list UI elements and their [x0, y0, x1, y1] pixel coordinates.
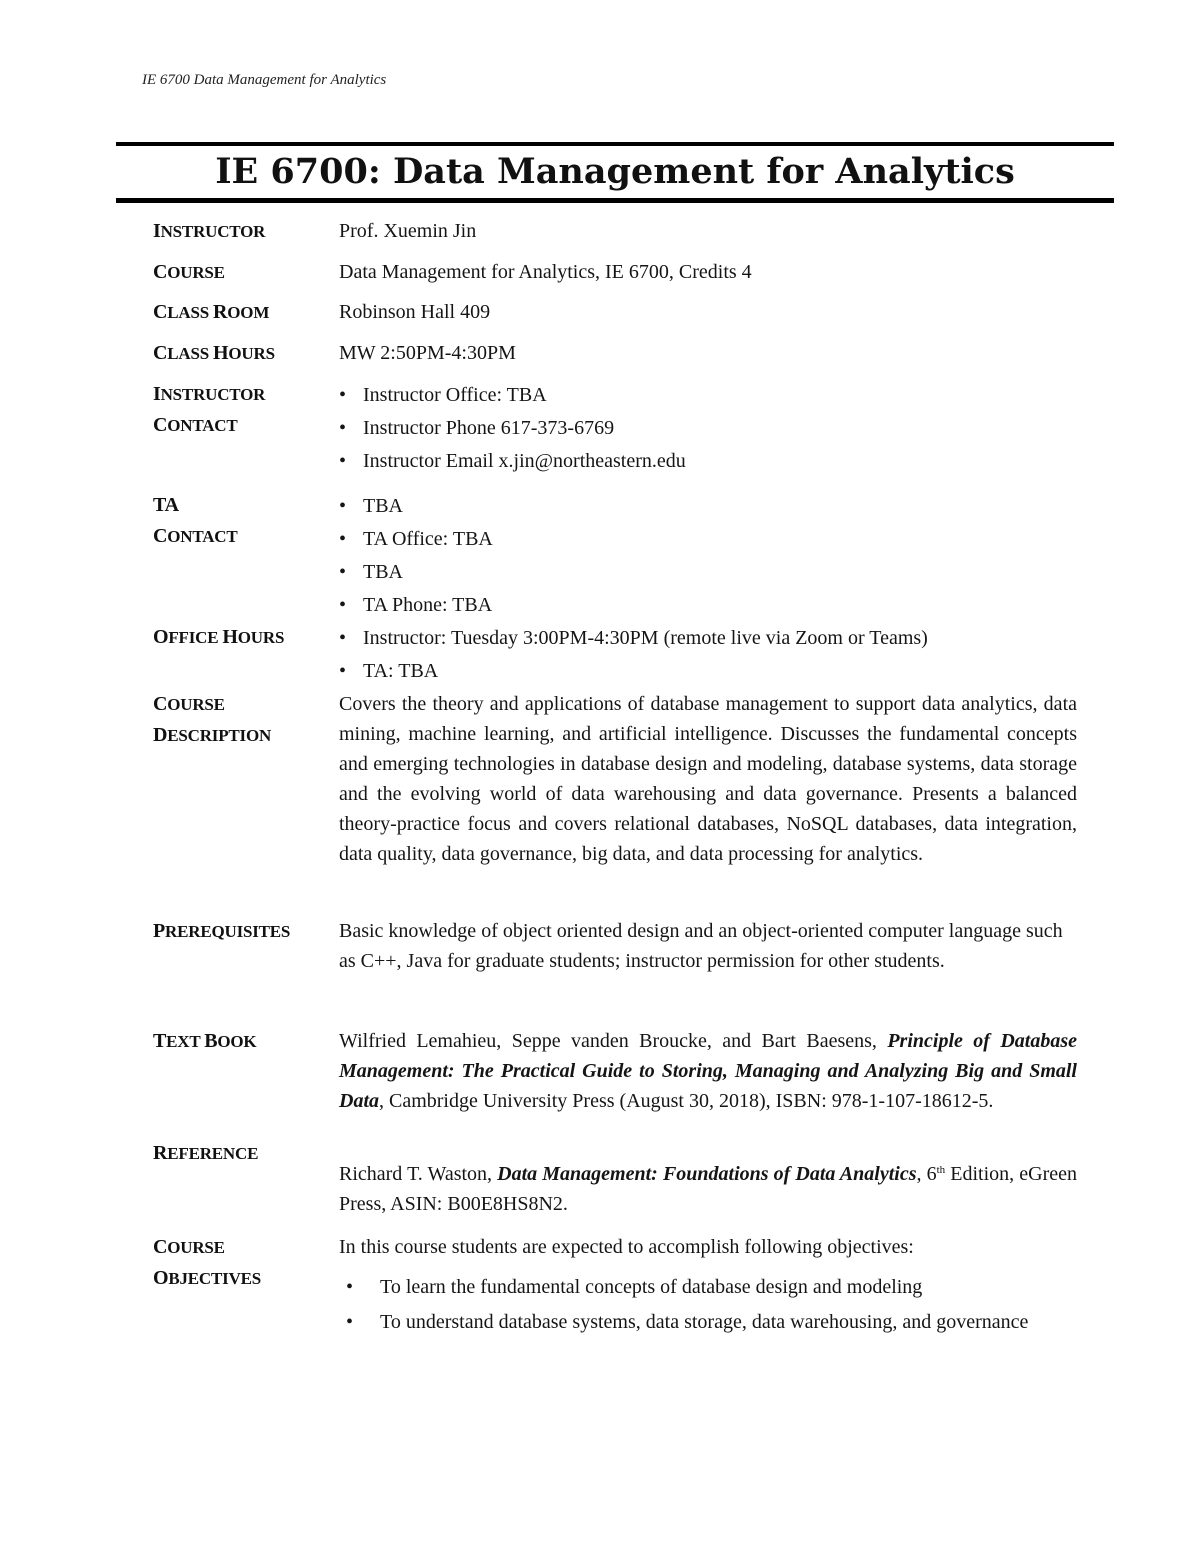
reference-author: Richard T. Waston,: [339, 1163, 498, 1185]
value-class-room: Robinson Hall 409: [339, 301, 491, 323]
list-item: • To understand database systems, data storage, data warehousing, and governance: [339, 1307, 1077, 1337]
course-description-text: Covers the theory and applications of database management to support data analytics, data mining, machine learning, and artificial intelligence. Discusses the fundamental concepts and emerging technologies in database design and modeling, database systems, data storage and the evolving world of data warehousing and data governance. Presents a balanced theory-practice focus and covers relational databases, NoSQL databases, data integration, data quality, data governance, big data, and data processing for analytics.: [339, 693, 1077, 865]
label-course-objectives: COURSE OBJECTIVES: [153, 1236, 262, 1289]
label-class-hours: CLASS HOURS: [153, 342, 275, 364]
textbook-citation: [339, 1026, 1077, 1116]
label-prerequisites: PREREQUISITES: [153, 920, 291, 942]
reference-publisher: Edition, eGreen Press, ASIN: B00E8HS8N2.: [339, 1163, 1078, 1215]
title-bottom-rule: [116, 198, 1114, 203]
page-header: IE 6700 Data Management for Analytics: [142, 72, 387, 88]
list-item: • TBA: [339, 490, 1077, 523]
textbook-authors: Wilfried Lemahieu, Seppe vanden Broucke, and Bart Baesens,: [339, 1030, 888, 1052]
reference-citation: Richard T. Waston, Data Management: Foundations of Data Analytics, 6th Edition, eGreen Press, ASIN: B00E8HS8N2.: [339, 1163, 1078, 1215]
label-text-book: TEXT BOOK: [153, 1030, 257, 1052]
list-item: • Instructor Phone 617-373-6769: [339, 412, 1077, 445]
label-reference: REFERENCE: [153, 1142, 259, 1164]
value-course: Data Management for Analytics, IE 6700, Credits 4: [339, 261, 752, 283]
label-instructor-contact: INSTRUCTOR CONTACT: [153, 383, 266, 436]
list-item: • TA Phone: TBA: [339, 589, 1077, 622]
list-item: • To learn the fundamental concepts of database design and modeling: [339, 1272, 1077, 1302]
label-course-description: COURSE DESCRIPTION: [153, 693, 272, 746]
prerequisites-text: Basic knowledge of object oriented design and an object-oriented computer language such as C++, Java for graduate students; instructor permission for other students.: [339, 920, 1063, 972]
list-item: • Instructor Office: TBA: [339, 379, 1077, 412]
label-class-room: CLASS ROOM: [153, 301, 270, 323]
reference-title: Data Management: Foundations of Data Analytics: [497, 1163, 917, 1185]
list-item: • TBA: [339, 556, 1077, 589]
list-item: • TA: TBA: [339, 655, 1077, 688]
document-title: IE 6700: Data Management for Analytics: [215, 151, 1015, 192]
textbook-title: Principle of Database Management: The Practical Guide to Storing, Managing and Analyzing Big and Small Data: [339, 1030, 1077, 1112]
list-item: • Instructor: Tuesday 3:00PM-4:30PM (remote live via Zoom or Teams): [339, 622, 1077, 655]
ta-contact-list: [339, 490, 1077, 622]
list-item: • TA Office: TBA: [339, 523, 1077, 556]
value-instructor: Prof. Xuemin Jin: [339, 220, 477, 242]
list-item: • Instructor Email x.jin@northeastern.edu: [339, 445, 1077, 478]
course-objectives: [339, 1232, 1077, 1337]
label-ta-contact: TA CONTACT: [153, 494, 238, 547]
instructor-contact-list: [339, 379, 1077, 478]
objectives-intro: In this course students are expected to accomplish following objectives:: [339, 1236, 914, 1258]
label-instructor: INSTRUCTOR: [153, 220, 266, 242]
textbook-publisher: , Cambridge University Press (August 30, 2018), ISBN: 978-1-107-18612-5.: [379, 1090, 994, 1112]
label-office-hours: OFFICE HOURS: [153, 626, 285, 648]
value-class-hours: MW 2:50PM-4:30PM: [339, 342, 516, 364]
office-hours-list: [339, 622, 1077, 688]
label-course: COURSE: [153, 261, 225, 283]
